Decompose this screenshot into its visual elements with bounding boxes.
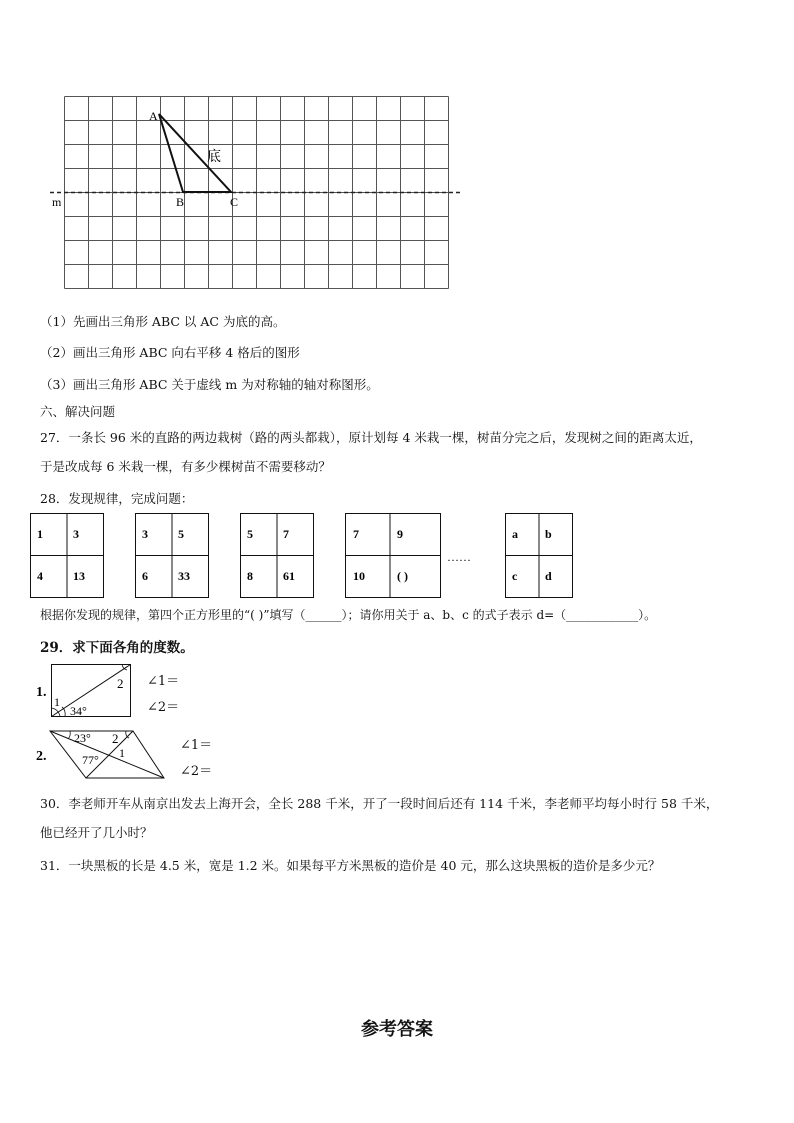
fig2-given-mid: 77°	[82, 753, 99, 767]
sq5-tl: a	[512, 527, 518, 541]
sq1-tr: 3	[73, 527, 79, 541]
sq5-tr: b	[545, 527, 552, 541]
sq3-br: 61	[283, 569, 295, 583]
sq4-tr: 9	[397, 527, 403, 541]
sq3-bl: 8	[247, 569, 253, 583]
sq4-tl: 7	[353, 527, 359, 541]
fig1-number: 1.	[36, 685, 47, 700]
q30-line-1: 30．李老师开车从南京出发去上海开会，全长 288 千米，开了一段时间后还有 114 千米，李老师平均每小时行 58 千米，	[40, 796, 719, 811]
fig2-answer-2: ∠2＝	[180, 764, 213, 779]
fig2-answer-1: ∠1＝	[180, 738, 213, 753]
sq3-tr: 7	[283, 527, 289, 541]
sq4-bl: 10	[353, 569, 365, 583]
fig1-angle2: 2	[117, 676, 124, 691]
q26-item-3: （3）画出三角形 ABC 关于虚线 m 为对称轴的轴对称图形。	[40, 377, 379, 392]
label-c: C	[230, 195, 239, 209]
q27-line-2: 于是改成每 6 米栽一棵，有多少棵树苗不需要移动？	[40, 459, 331, 474]
q27-line-1: 27．一条长 96 米的直路的两边栽树（路的两头都栽），原计划每 4 米栽一棵，树苗分完之后，发现树之间的距离太近，	[40, 430, 702, 445]
q26-item-1: （1）先画出三角形 ABC 以 AC 为底的高。	[40, 314, 286, 329]
label-m: m	[52, 195, 62, 209]
sq3-tl: 5	[247, 527, 253, 541]
grid-figure	[40, 88, 470, 298]
q29-prompt: 29．求下面各角的度数。	[40, 640, 194, 656]
q30-line-2: 他已经开了几小时？	[40, 825, 153, 840]
q28-prompt: 28．发现规律，完成问题：	[40, 491, 194, 506]
label-base-di: 底	[207, 150, 221, 165]
q28-squares	[0, 510, 794, 600]
fig1-answer-1: ∠1＝	[147, 674, 180, 689]
sq2-tr: 5	[178, 527, 184, 541]
sq1-br: 13	[73, 569, 85, 583]
sq2-bl: 6	[142, 569, 148, 583]
q31-line-1: 31．一块黑板的长是 4.5 米，宽是 1.2 米。如果每平方米黑板的造价是 40 元，那么这块黑板的造价是多少元？	[40, 858, 661, 873]
sq-ellipsis: ……	[447, 550, 471, 564]
q28-question: 根据你发现的规律，第四个正方形里的“( )”填写（______）；请你用关于 a、b、c 的式子表示 d=（____________）。	[40, 608, 657, 622]
q29-figures	[30, 658, 250, 788]
section-title: 六、解决问题	[40, 404, 116, 419]
label-b: B	[176, 195, 185, 209]
sq5-bl: c	[512, 569, 518, 583]
answer-title: 参考答案	[361, 1019, 433, 1040]
sq1-bl: 4	[37, 569, 43, 583]
fig2-angle2: 2	[112, 731, 119, 746]
fig2-angle1: 1	[119, 746, 125, 760]
fig2-number: 2.	[36, 749, 47, 764]
sq2-br: 33	[178, 569, 190, 583]
fig1-answer-2: ∠2＝	[147, 700, 180, 715]
fig1-given: 34°	[70, 704, 87, 718]
sq1-tl: 1	[37, 527, 43, 541]
fig1-angle1: 1	[54, 695, 60, 709]
q26-item-2: （2）画出三角形 ABC 向右平移 4 格后的图形	[40, 345, 300, 360]
label-a: A	[149, 109, 158, 123]
sq2-tl: 3	[142, 527, 148, 541]
sq4-br: ( )	[397, 569, 408, 583]
fig2-given-top: 23°	[74, 731, 91, 745]
sq5-br: d	[545, 569, 552, 583]
